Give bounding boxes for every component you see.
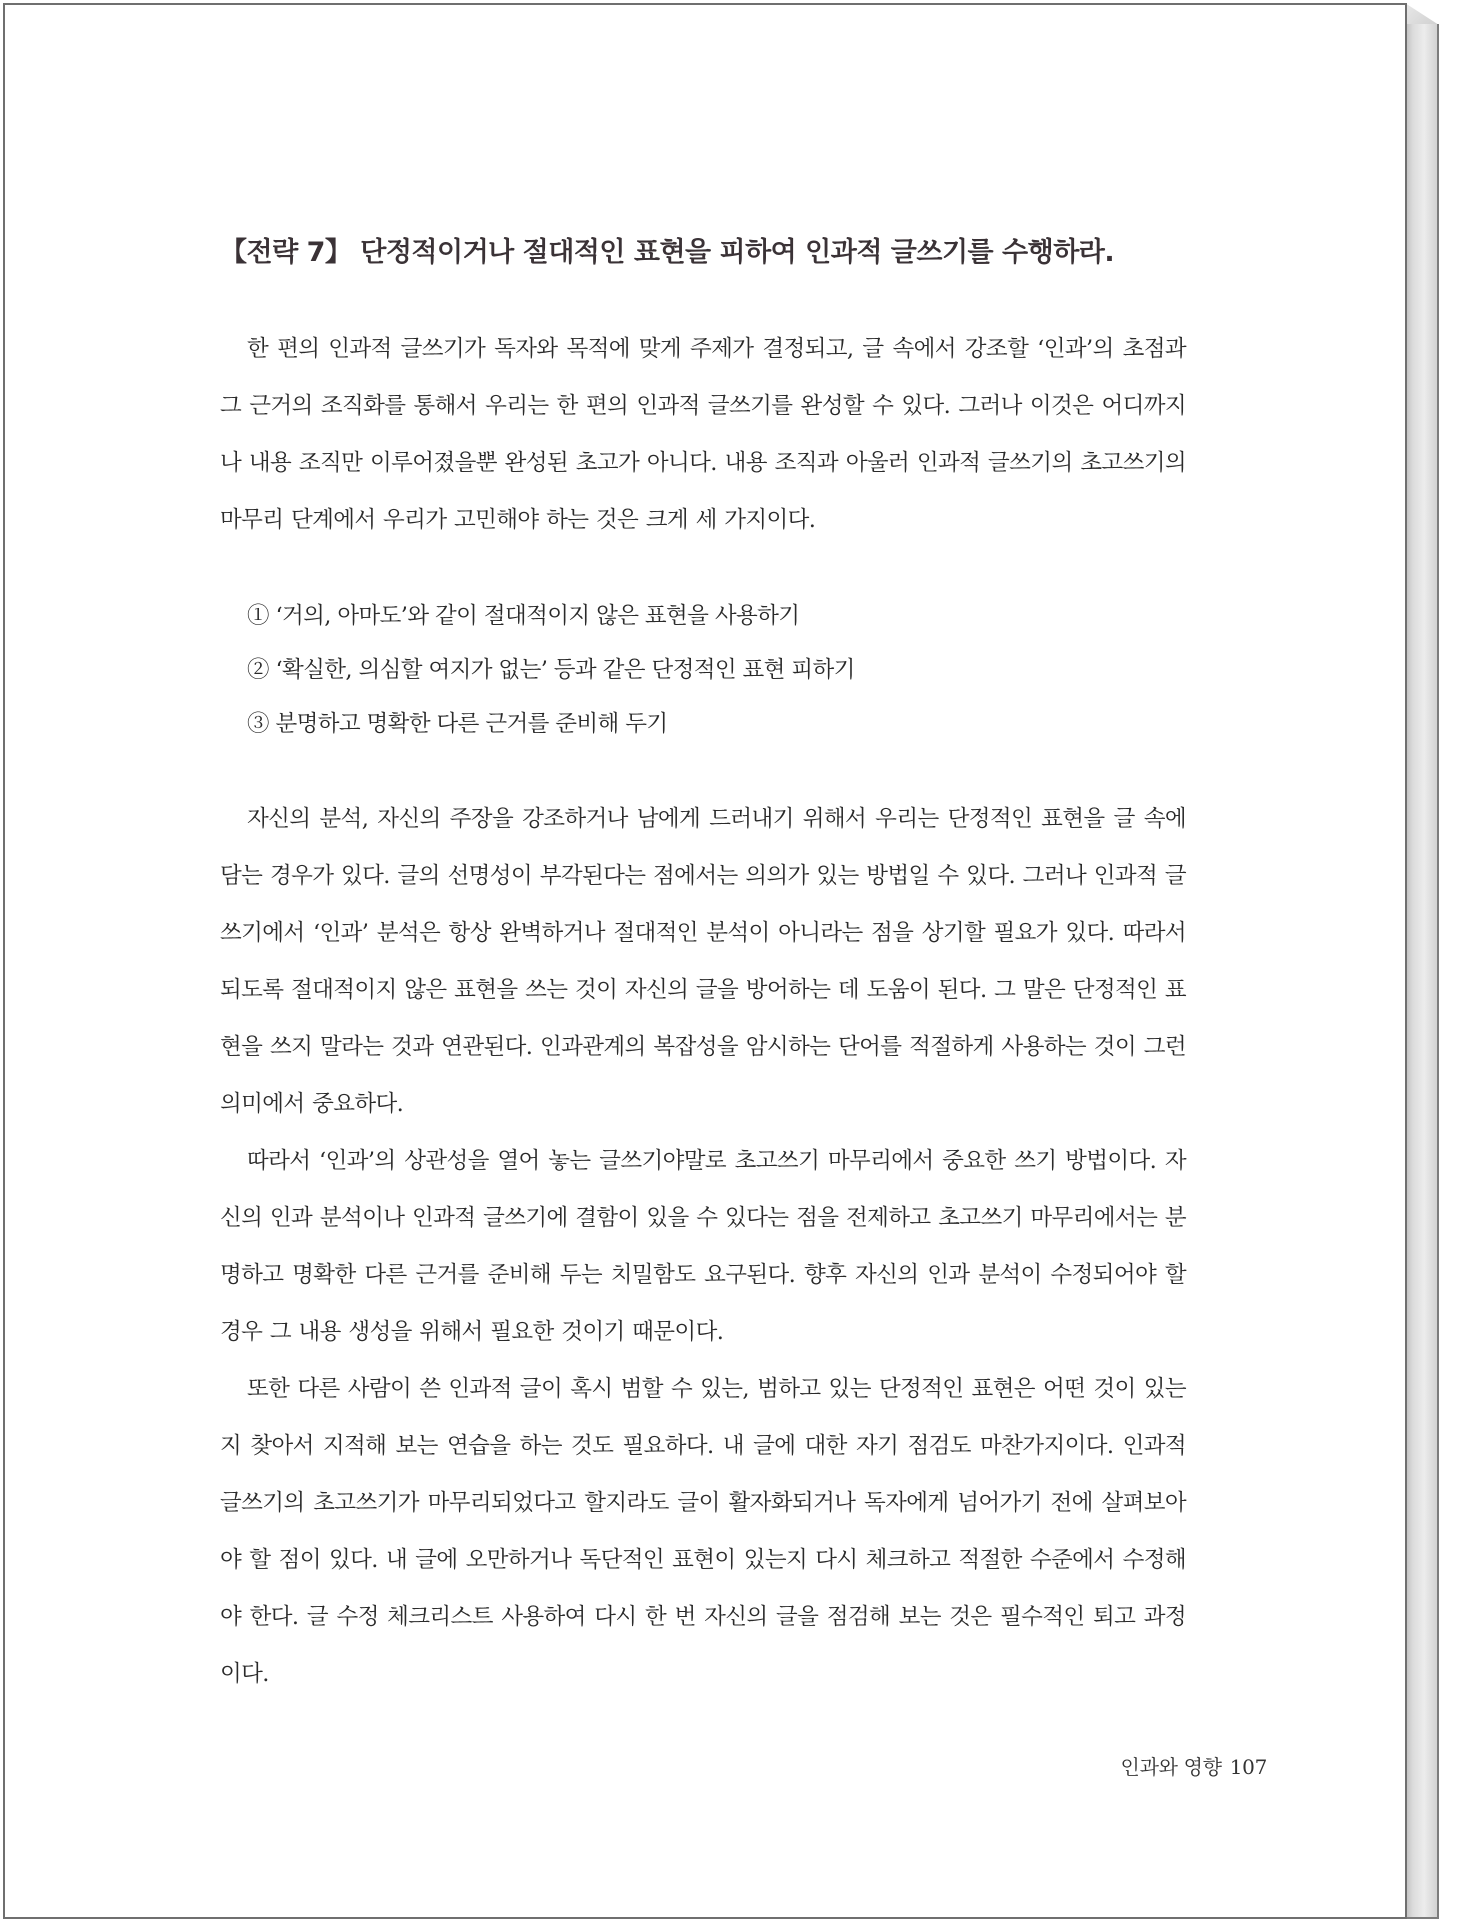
section-heading: 【전략 7】 단정적이거나 절대적인 표현을 피하여 인과적 글쓰기를 수행하라. bbox=[220, 237, 1115, 268]
page-footer bbox=[1121, 1751, 1267, 1780]
list-item: ② ‘확실한, 의심할 여지가 없는’ 등과 같은 단정적인 표현 피하기 bbox=[247, 657, 855, 683]
footer-chapter-title: 인과와 영향 bbox=[1120, 1755, 1222, 1779]
body-paragraph: 또한 다른 사람이 쓴 인과적 글이 혹시 범할 수 있는, 범하고 있는 단정적인 표현은 어떤 것이 있는지 찾아서 지적해 보는 연습을 하는 것도 필요하다. 내 글에 대한 자기 점검도 마찬가지이다. 인과적 글쓰기의 초고쓰기가 마무리되었다고 할지라도 글이 활자화되거나 독자에게 넘어가기 전에 살펴보아야 할 점이 있다. 내 글에 오만하거나 독단적인 표현이 있는지 다시 체크하고 적절한 수준에서 수정해야 한다. 글 수정 체크리스트 사용하여 다시 한 번 자신의 글을 점검해 보는 것은 필수적인 퇴고 과정이다. bbox=[220, 1376, 1186, 1687]
book-spine-top bbox=[1405, 3, 1439, 25]
strategy-list bbox=[220, 589, 1186, 751]
page-number: 107 bbox=[1229, 1755, 1267, 1779]
list-item: ③ 분명하고 명확한 다른 근거를 준비해 두기 bbox=[247, 711, 668, 737]
book-spine bbox=[1405, 24, 1439, 1919]
page-content bbox=[220, 230, 1186, 1703]
intro-paragraph: 한 편의 인과적 글쓰기가 독자와 목적에 맞게 주제가 결정되고, 글 속에서 강조할 ‘인과’의 초점과 그 근거의 조직화를 통해서 우리는 한 편의 인과적 글쓰기를 완성할 수 있다. 그러나 이것은 어디까지나 내용 조직만 이루어졌을뿐 완성된 초고가 아니다. 내용 조직과 아울러 인과적 글쓰기의 초고쓰기의 마무리 단계에서 우리가 고민해야 하는 것은 크게 세 가지이다. bbox=[220, 336, 1186, 533]
body-paragraph: 따라서 ‘인과’의 상관성을 열어 놓는 글쓰기야말로 초고쓰기 마무리에서 중요한 쓰기 방법이다. 자신의 인과 분석이나 인과적 글쓰기에 결함이 있을 수 있다는 점을 전제하고 초고쓰기 마무리에서는 분명하고 명확한 다른 근거를 준비해 두는 치밀함도 요구된다. 향후 자신의 인과 분석이 수정되어야 할 경우 그 내용 생성을 위해서 필요한 것이기 때문이다. bbox=[220, 1148, 1186, 1345]
list-item: ① ‘거의, 아마도’와 같이 절대적이지 않은 표현을 사용하기 bbox=[247, 603, 800, 629]
body-paragraph: 자신의 분석, 자신의 주장을 강조하거나 남에게 드러내기 위해서 우리는 단정적인 표현을 글 속에 담는 경우가 있다. 글의 선명성이 부각된다는 점에서는 의의가 있는 방법일 수 있다. 그러나 인과적 글쓰기에서 ‘인과’ 분석은 항상 완벽하거나 절대적인 분석이 아니라는 점을 상기할 필요가 있다. 따라서 되도록 절대적이지 않은 표현을 쓰는 것이 자신의 글을 방어하는 데 도움이 된다. 그 말은 단정적인 표현을 쓰지 말라는 것과 연관된다. 인과관계의 복잡성을 암시하는 단어를 적절하게 사용하는 것이 그런 의미에서 중요하다. bbox=[220, 806, 1186, 1117]
